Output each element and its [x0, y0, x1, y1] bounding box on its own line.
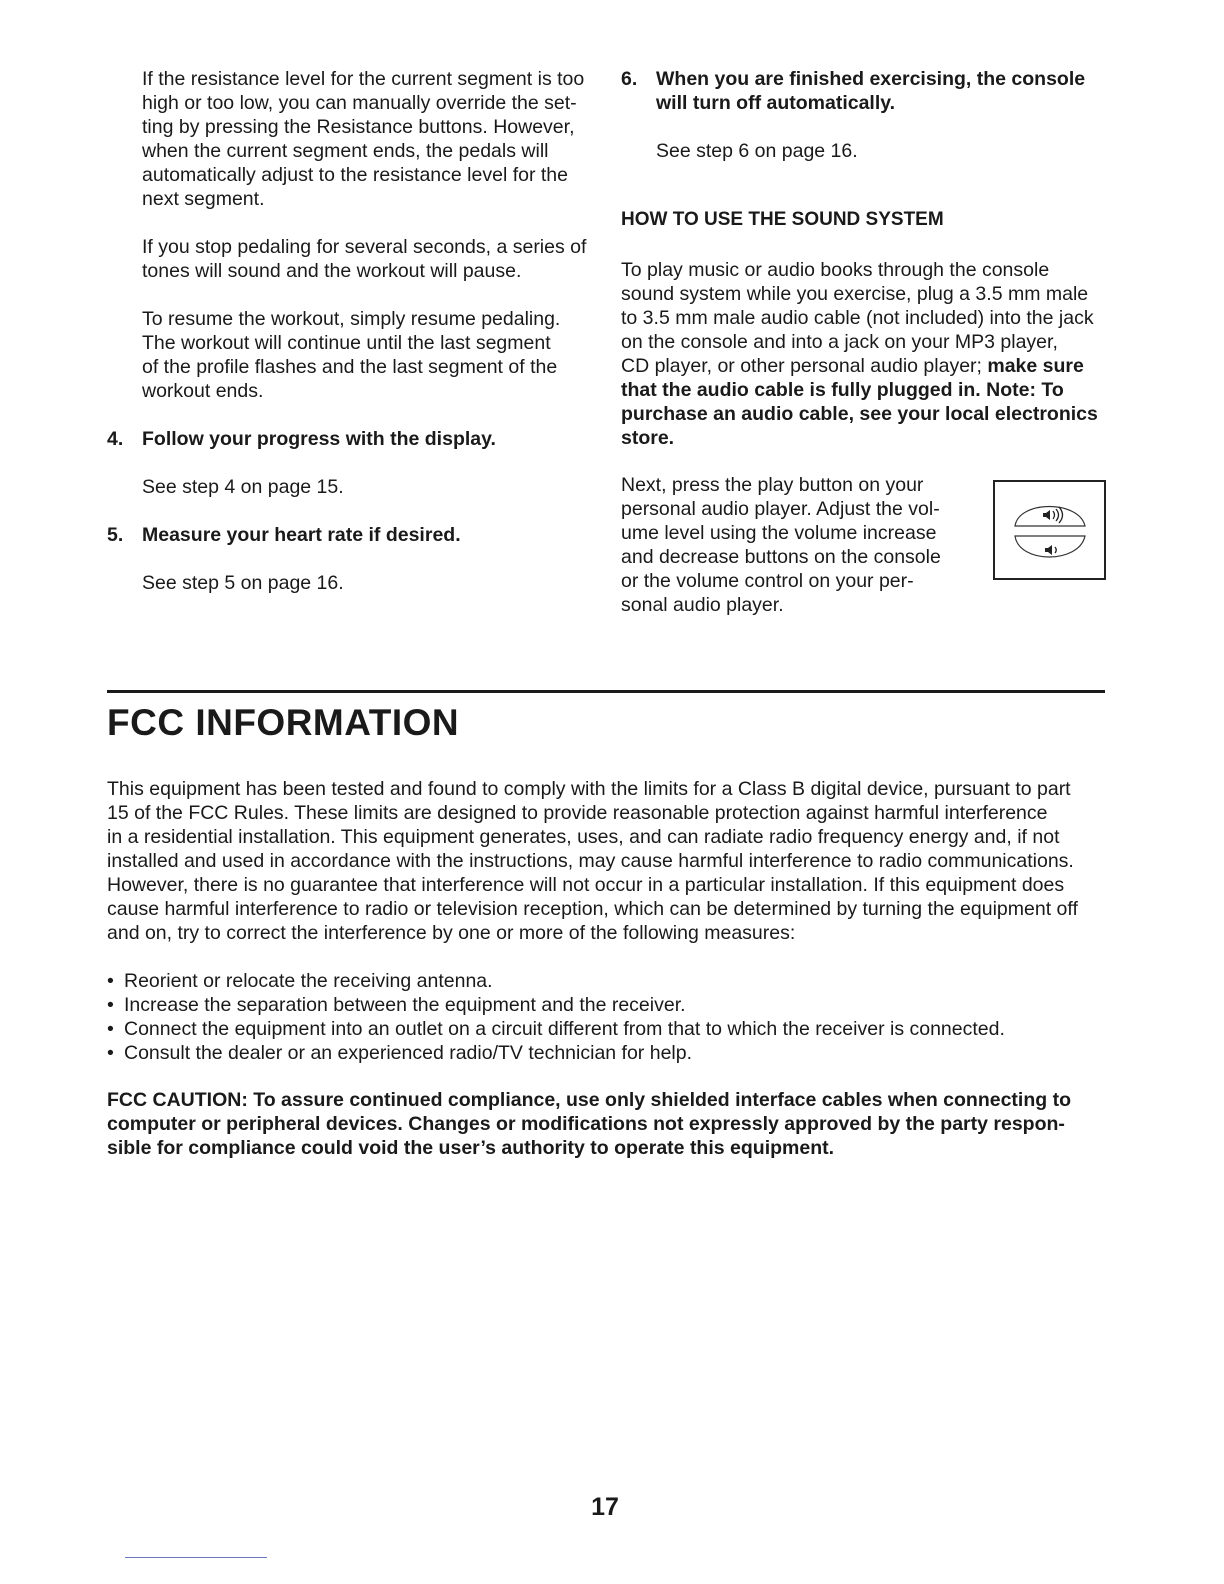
- text-line: However, there is no guarantee that interference will not occur in a particular installation. If this equipment does: [107, 874, 1065, 896]
- step-6-detail: See step 6 on page 16.: [656, 140, 858, 162]
- text-line: workout ends.: [142, 380, 264, 402]
- footer-line: [125, 1557, 267, 1558]
- step-title: Follow your progress with the display.: [142, 428, 496, 450]
- volume-up-icon: [1043, 507, 1063, 523]
- text-line: 15 of the FCC Rules. These limits are designed to provide reasonable protection against harmful interference: [107, 802, 1048, 824]
- volume-down-icon: [1045, 545, 1056, 555]
- text-line: or the volume control on your per-: [621, 570, 914, 592]
- volume-buttons-drawing: [995, 482, 1104, 578]
- text-line: computer or peripheral devices. Changes or modifications not expressly approved by the party respon-: [107, 1113, 1065, 1135]
- step-5-detail: See step 5 on page 16.: [142, 572, 344, 594]
- list-item-text: Increase the separation between the equipment and the receiver.: [124, 994, 686, 1016]
- step-4-detail: See step 4 on page 15.: [142, 476, 344, 498]
- section-divider: [107, 690, 1105, 693]
- text-line: purchase an audio cable, see your local electronics: [621, 403, 1098, 425]
- fcc-measures-list: [107, 969, 1112, 1065]
- text-line: on the console and into a jack on your MP3 player,: [621, 331, 1058, 353]
- list-item-text: Consult the dealer or an experienced radio/TV technician for help.: [124, 1042, 693, 1064]
- text-line: tones will sound and the workout will pause.: [142, 260, 522, 282]
- text-line: installed and used in accordance with the instructions, may cause harmful interference to radio communications.: [107, 850, 1074, 872]
- bullet: •: [107, 1042, 114, 1064]
- text-line: sound system while you exercise, plug a 3.5 mm male: [621, 283, 1089, 305]
- text-line: automatically adjust to the resistance level for the: [142, 164, 568, 186]
- text-line: and decrease buttons on the console: [621, 546, 941, 568]
- fcc-paragraph: [107, 777, 1112, 945]
- text-line: to 3.5 mm male audio cable (not included) into the jack: [621, 307, 1094, 329]
- fcc-title: FCC INFORMATION: [107, 702, 460, 743]
- list-item: [107, 1041, 1112, 1065]
- text-line: high or too low, you can manually override the set-: [142, 92, 577, 114]
- text-line: when the current segment ends, the pedals will: [142, 140, 549, 162]
- text-run-bold: make sure: [987, 355, 1084, 377]
- text-line: next segment.: [142, 188, 265, 210]
- list-item: [107, 969, 1112, 993]
- text-line: in a residential installation. This equipment generates, uses, and can radiate radio frequency energy and, if not: [107, 826, 1060, 848]
- text-line: sible for compliance could void the user’s authority to operate this equipment.: [107, 1137, 835, 1159]
- step-5-heading: [107, 523, 597, 547]
- step-number: 4.: [107, 428, 124, 450]
- text-line: When you are finished exercising, the console: [656, 68, 1086, 90]
- text-line: The workout will continue until the last segment: [142, 332, 551, 354]
- left-column: [107, 67, 597, 595]
- pause-paragraph: [107, 235, 597, 283]
- step-number: 6.: [621, 68, 638, 90]
- text-line: personal audio player. Adjust the vol-: [621, 498, 940, 520]
- volume-buttons-illustration: [993, 480, 1106, 580]
- text-line: sonal audio player.: [621, 594, 784, 616]
- text-line: Next, press the play button on your: [621, 474, 924, 496]
- text-line: FCC CAUTION: To assure continued compliance, use only shielded interface cables when connecting to: [107, 1089, 1071, 1111]
- bullet: •: [107, 1018, 114, 1040]
- text-line: of the profile flashes and the last segment of the: [142, 356, 558, 378]
- text-line: To play music or audio books through the console: [621, 259, 1050, 281]
- text-run: CD player, or other personal audio player;: [621, 355, 988, 377]
- override-paragraph: [107, 67, 597, 211]
- list-item-text: Reorient or relocate the receiving antenna.: [124, 970, 493, 992]
- sound-system-paragraph: [621, 258, 1111, 450]
- page-number: 17: [591, 1493, 619, 1521]
- fcc-body: [107, 777, 1112, 1160]
- bullet: •: [107, 970, 114, 992]
- text-line: and on, try to correct the interference by one or more of the following measures:: [107, 922, 796, 944]
- step-6-heading: [621, 67, 1111, 115]
- text-line: that the audio cable is fully plugged in. Note: To: [621, 379, 1064, 401]
- text-line: To resume the workout, simply resume pedaling.: [142, 308, 561, 330]
- text-line: cause harmful interference to radio or television reception, which can be determined by turning the equipment off: [107, 898, 1078, 920]
- text-line: If the resistance level for the current segment is too: [142, 68, 585, 90]
- fcc-caution: [107, 1088, 1112, 1160]
- text-line: ume level using the volume increase: [621, 522, 937, 544]
- list-item-text: Connect the equipment into an outlet on a circuit different from that to which the receiver is connected.: [124, 1018, 1005, 1040]
- text-line: [621, 354, 1111, 378]
- resume-paragraph: [107, 307, 597, 403]
- list-item: [107, 993, 1112, 1017]
- text-line: store.: [621, 427, 675, 449]
- step-number: 5.: [107, 524, 124, 546]
- list-item: [107, 1017, 1112, 1041]
- step-4-heading: [107, 427, 597, 451]
- sound-system-heading: HOW TO USE THE SOUND SYSTEM: [621, 209, 944, 230]
- text-line: will turn off automatically.: [656, 92, 896, 114]
- bullet: •: [107, 994, 114, 1016]
- text-line: ting by pressing the Resistance buttons. However,: [142, 116, 575, 138]
- text-line: This equipment has been tested and found to comply with the limits for a Class B digital device, pursuant to part: [107, 778, 1071, 800]
- step-title: Measure your heart rate if desired.: [142, 524, 461, 546]
- step-title: [656, 67, 1111, 115]
- text-line: If you stop pedaling for several seconds, a series of: [142, 236, 587, 258]
